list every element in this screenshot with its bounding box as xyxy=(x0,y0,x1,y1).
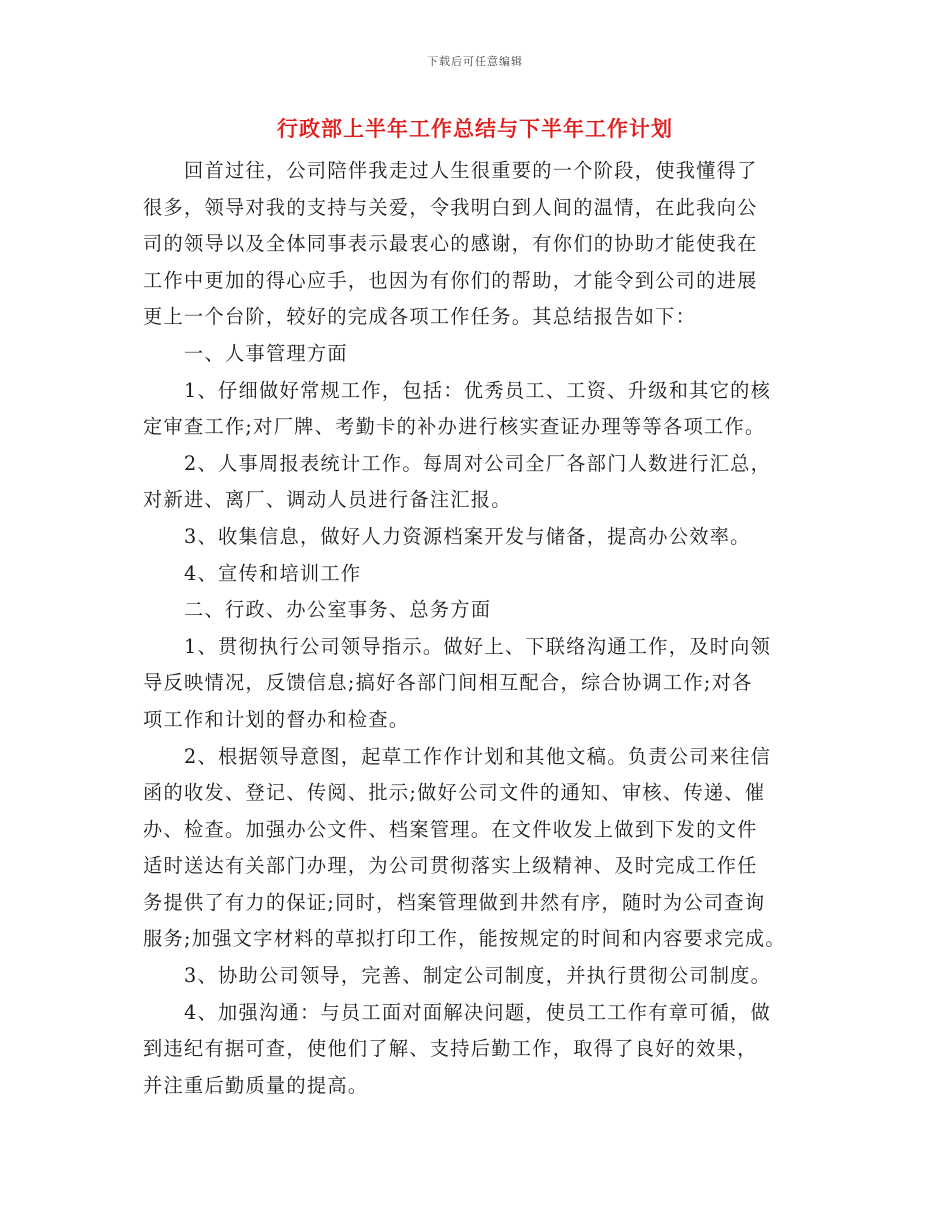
body-text-line: 务提供了有力的保证;同时，档案管理做到井然有序，随时为公司查询 xyxy=(143,890,766,914)
body-text-line: 很多，领导对我的支持与关爱，令我明白到人间的温情，在此我向公 xyxy=(143,195,758,219)
body-text-line: 司的领导以及全体同事表示最衷心的感谢，有你们的协助才能使我在 xyxy=(143,232,758,256)
body-text-line: 3、协助公司领导，完善、制定公司制度，并执行贯彻公司制度。 xyxy=(184,964,772,988)
body-text-line: 服务;加强文字材料的草拟打印工作，能按规定的时间和内容要求完成。 xyxy=(143,927,786,951)
body-text-line: 3、收集信息，做好人力资源档案开发与储备，提高办公效率。 xyxy=(184,524,751,548)
body-text-line: 导反映情况，反馈信息;搞好各部门间相互配合，综合协调工作;对各 xyxy=(143,671,753,695)
body-text-line: 一、人事管理方面 xyxy=(184,341,348,365)
body-text-line: 函的收发、登记、传阅、批示;做好公司文件的通知、审核、传递、催 xyxy=(143,781,766,805)
body-text-line: 4、宣传和培训工作 xyxy=(184,561,362,585)
body-text-line: 办、检查。加强办公文件、档案管理。在文件收发上做到下发的文件 xyxy=(143,817,758,841)
document-title: 行政部上半年工作总结与下半年工作计划 xyxy=(277,116,673,141)
body-text-line: 到违纪有据可查，使他们了解、支持后勤工作，取得了良好的效果， xyxy=(143,1037,758,1061)
body-text-line: 1、仔细做好常规工作，包括：优秀员工、工资、升级和其它的核 xyxy=(184,378,772,402)
body-text-line: 回首过往，公司陪伴我走过人生很重要的一个阶段，使我懂得了 xyxy=(184,159,758,182)
body-text-line: 更上一个台阶，较好的完成各项工作任务。其总结报告如下： xyxy=(143,305,697,329)
document-body xyxy=(143,153,823,1104)
body-text-line: 适时送达有关部门办理，为公司贯彻落实上级精神、及时完成工作任 xyxy=(143,854,758,878)
body-text-line: 对新进、离厂、调动人员进行备注汇报。 xyxy=(143,488,512,512)
page-header-note: 下载后可任意编辑 xyxy=(427,55,523,68)
body-text-line: 项工作和计划的督办和检查。 xyxy=(143,707,410,731)
body-text-line: 2、根据领导意图，起草工作作计划和其他文稿。负责公司来往信 xyxy=(184,744,772,768)
body-text-line: 工作中更加的得心应手，也因为有你们的帮助，才能令到公司的进展 xyxy=(143,268,758,292)
body-text-line: 并注重后勤质量的提高。 xyxy=(143,1073,369,1097)
body-text-line: 1、贯彻执行公司领导指示。做好上、下联络沟通工作，及时向领 xyxy=(184,634,772,658)
body-text-line: 4、加强沟通：与员工面对面解决问题，使员工工作有章可循，做 xyxy=(184,1000,772,1024)
body-text-line: 2、人事周报表统计工作。每周对公司全厂各部门人数进行汇总， xyxy=(184,451,772,475)
body-text-line: 定审查工作;对厂牌、考勤卡的补办进行核实查证办理等等各项工作。 xyxy=(143,415,766,439)
body-text-line: 二、行政、办公室事务、总务方面 xyxy=(184,598,492,622)
